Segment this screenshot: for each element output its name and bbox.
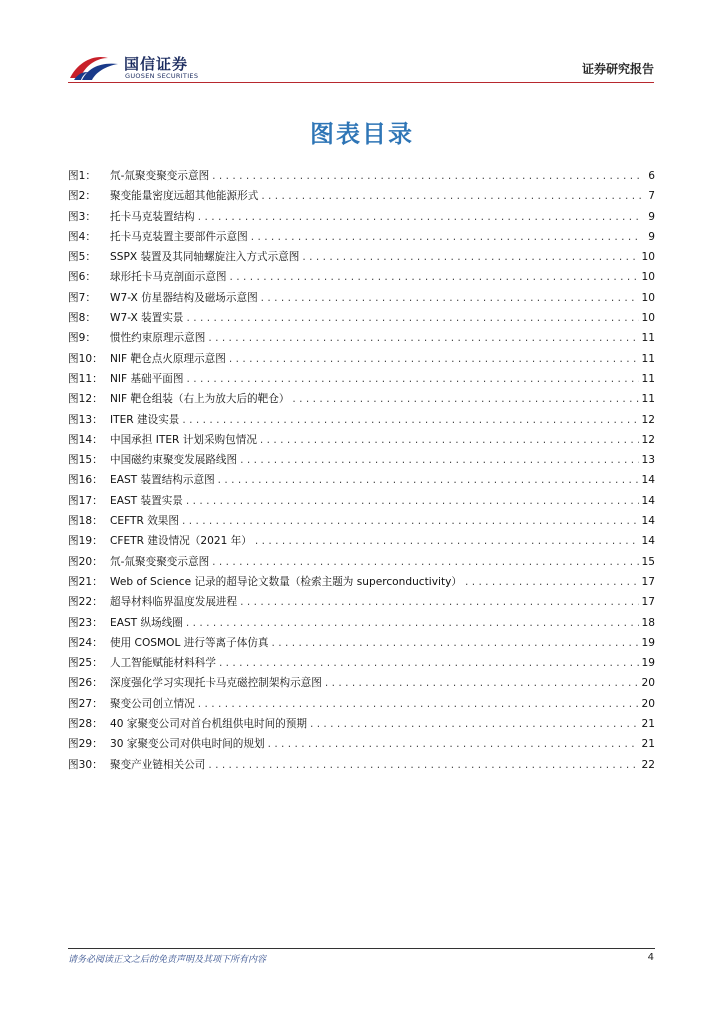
toc-entry-title: 使用 COSMOL 进行等离子体仿真 (110, 636, 269, 649)
toc-entry-label: 图8： (68, 312, 96, 325)
toc-dot-leader (302, 251, 638, 263)
toc-entry-label: 图15： (68, 454, 103, 467)
toc-entry-label: 图2： (68, 190, 96, 203)
toc-entry-page: 19 (641, 636, 655, 649)
toc-entry-page: 11 (641, 332, 655, 345)
toc-entry-page: 20 (641, 677, 655, 690)
toc-entry[interactable] (68, 290, 655, 310)
toc-entry[interactable] (68, 493, 655, 513)
toc-entry-page: 7 (648, 190, 655, 203)
toc-dot-leader (186, 495, 639, 507)
toc-dot-leader (268, 738, 639, 750)
toc-entry-label: 图24： (68, 636, 103, 649)
toc-dot-leader (186, 617, 639, 629)
toc-dot-leader (198, 698, 639, 710)
toc-dot-leader (182, 515, 639, 527)
toc-entry-page: 10 (641, 291, 655, 304)
toc-entry[interactable] (68, 472, 655, 492)
toc-dot-leader (212, 170, 642, 182)
toc-entry-label: 图12： (68, 393, 103, 406)
toc-entry-title: 球形托卡马克剖面示意图 (110, 271, 227, 284)
toc-entry[interactable] (68, 675, 655, 695)
toc-entry-label: 图23： (68, 616, 103, 629)
toc-entry-label: 图10： (68, 352, 103, 365)
toc-entry-page: 15 (641, 555, 655, 568)
toc-entry-label: 图21： (68, 575, 103, 588)
toc-dot-leader (272, 637, 639, 649)
toc-entry-label: 图4： (68, 230, 96, 243)
toc-dot-leader (229, 353, 639, 365)
toc-entry-title: CEFTR 效果图 (110, 515, 179, 528)
toc-entry-title: 人工智能赋能材料科学 (110, 657, 216, 670)
toc-entry-title: W7-X 仿星器结构及磁场示意图 (110, 291, 258, 304)
toc-entry-title: EAST 纵场线圈 (110, 616, 183, 629)
toc-entry-label: 图18： (68, 515, 103, 528)
toc-entry-page: 20 (641, 697, 655, 710)
toc-entry-label: 图7： (68, 291, 96, 304)
toc-dot-leader (182, 414, 638, 426)
toc-entry-page: 17 (641, 596, 655, 609)
toc-entry-label: 图28： (68, 718, 103, 731)
toc-entry[interactable] (68, 209, 655, 229)
toc-dot-leader (187, 312, 639, 324)
toc-dot-leader (218, 474, 639, 486)
toc-entry-page: 11 (641, 393, 655, 406)
toc-entry-page: 14 (641, 515, 655, 528)
toc-entry-title: 30 家聚变公司对供电时间的规划 (110, 738, 265, 751)
toc-entry[interactable] (68, 594, 655, 614)
toc-entry-title: CFETR 建设情况（2021 年） (110, 535, 252, 548)
toc-entry-label: 图14： (68, 433, 103, 446)
toc-dot-leader (261, 292, 639, 304)
brand-name-cn: 国信证券 (124, 55, 189, 73)
toc-entry[interactable] (68, 310, 655, 330)
toc-entry-title: 深度强化学习实现托卡马克磁控制架构示意图 (110, 677, 322, 690)
toc-dot-leader (465, 576, 639, 588)
toc-entry[interactable] (68, 412, 655, 432)
toc-entry[interactable] (68, 229, 655, 249)
toc-entry[interactable] (68, 655, 655, 675)
page-number: 4 (647, 952, 654, 963)
toc-entry[interactable] (68, 554, 655, 574)
toc-entry-label: 图17： (68, 494, 103, 507)
page-header (68, 52, 654, 84)
toc-entry-title: 超导材料临界温度发展进程 (110, 596, 238, 609)
toc-entry-label: 图30： (68, 758, 103, 771)
toc-entry-page: 14 (641, 535, 655, 548)
toc-entry[interactable] (68, 330, 655, 350)
toc-entry-label: 图11： (68, 372, 103, 385)
toc-entry-label: 图9： (68, 332, 96, 345)
toc-entry-page: 12 (641, 413, 655, 426)
toc-entry-title: EAST 装置结构示意图 (110, 474, 215, 487)
toc-entry-label: 图16： (68, 474, 103, 487)
toc-dot-leader (198, 211, 642, 223)
toc-entry-title: SSPX 装置及其同轴螺旋注入方式示意图 (110, 251, 300, 264)
toc-entry-page: 21 (641, 738, 655, 751)
toc-entry[interactable] (68, 757, 655, 777)
toc-entry[interactable] (68, 351, 655, 371)
toc-entry-page: 18 (641, 616, 655, 629)
toc-entry-title: 聚变能量密度远超其他能源形式 (110, 190, 259, 203)
toc-entry-label: 图25： (68, 657, 103, 670)
toc-entry-page: 10 (641, 312, 655, 325)
toc-entry-title: 氘-氚聚变聚变示意图 (110, 555, 210, 568)
toc-entry-title: 氘-氚聚变聚变示意图 (110, 170, 210, 182)
toc-dot-leader (212, 556, 638, 568)
toc-entry-title: W7-X 装置实景 (110, 312, 184, 325)
toc-entry[interactable] (68, 432, 655, 452)
toc-entry[interactable] (68, 615, 655, 635)
toc-entry-title: 聚变公司创立情况 (110, 697, 195, 710)
toc-entry-title: 聚变产业链相关公司 (110, 758, 206, 771)
toc-entry-page: 13 (641, 454, 655, 467)
toc-entry[interactable] (68, 269, 655, 289)
toc-entry-page: 14 (641, 494, 655, 507)
table-of-figures (68, 168, 655, 777)
brand-name-en: GUOSEN SECURITIES (125, 72, 199, 80)
toc-entry[interactable] (68, 188, 655, 208)
toc-dot-leader (251, 231, 642, 243)
toc-dot-leader (240, 596, 638, 608)
toc-entry[interactable] (68, 574, 655, 594)
toc-entry-title: 惯性约束原理示意图 (110, 332, 206, 345)
toc-entry[interactable] (68, 513, 655, 533)
toc-entry-page: 14 (641, 474, 655, 487)
toc-entry-label: 图13： (68, 413, 103, 426)
toc-entry-title: Web of Science 记录的超导论文数量（检索主题为 superconductivity） (110, 575, 462, 588)
page-title: 图表目录 (310, 120, 414, 148)
toc-entry-label: 图27： (68, 697, 103, 710)
toc-entry[interactable] (68, 249, 655, 269)
toc-dot-leader (255, 535, 639, 547)
header-divider (68, 82, 654, 83)
toc-entry[interactable] (68, 736, 655, 756)
toc-entry-title: ITER 建设实景 (110, 413, 180, 426)
toc-entry-label: 图6： (68, 271, 96, 284)
toc-entry-title: NIF 基础平面图 (110, 372, 184, 385)
toc-entry-page: 10 (641, 251, 655, 264)
toc-entry-title: 中国磁约束聚变发展路线图 (110, 454, 238, 467)
toc-entry-label: 图3： (68, 210, 96, 223)
footer-divider (68, 948, 655, 949)
toc-entry-page: 10 (641, 271, 655, 284)
toc-entry[interactable] (68, 371, 655, 391)
toc-entry-label: 图1： (68, 170, 96, 182)
toc-dot-leader (292, 393, 638, 405)
toc-entry-page: 21 (641, 718, 655, 731)
toc-entry-title: 托卡马克装置结构 (110, 210, 195, 223)
toc-entry[interactable] (68, 391, 655, 411)
footer-disclaimer: 请务必阅读正文之后的免责声明及其项下所有内容 (68, 955, 267, 965)
toc-entry-title: 托卡马克装置主要部件示意图 (110, 230, 248, 243)
toc-dot-leader (208, 332, 638, 344)
guosen-logo-icon (68, 52, 120, 82)
toc-entry-label: 图29： (68, 738, 103, 751)
toc-dot-leader (208, 759, 638, 771)
toc-entry-label: 图19： (68, 535, 103, 548)
toc-entry[interactable] (68, 452, 655, 472)
toc-entry-page: 9 (648, 210, 655, 223)
toc-entry-title: NIF 靶仓组装（右上为放大后的靶仓） (110, 393, 290, 406)
toc-dot-leader (240, 454, 638, 466)
toc-entry-page: 6 (648, 170, 655, 182)
toc-entry-label: 图20： (68, 555, 103, 568)
toc-entry-page: 9 (648, 230, 655, 243)
toc-entry[interactable] (68, 716, 655, 736)
toc-entry-title: NIF 靶仓点火原理示意图 (110, 352, 226, 365)
toc-entry-title: 中国承担 ITER 计划采购包情况 (110, 433, 257, 446)
toc-entry-page: 11 (641, 372, 655, 385)
toc-dot-leader (325, 677, 639, 689)
toc-entry-page: 19 (641, 657, 655, 670)
toc-dot-leader (260, 434, 639, 446)
report-type-label: 证券研究报告 (581, 62, 654, 76)
toc-entry-page: 12 (641, 433, 655, 446)
toc-entry-label: 图26： (68, 677, 103, 690)
toc-entry-page: 11 (641, 352, 655, 365)
toc-entry[interactable] (68, 635, 655, 655)
toc-entry[interactable] (68, 168, 655, 188)
toc-dot-leader (230, 271, 639, 283)
toc-dot-leader (186, 373, 638, 385)
toc-entry-title: EAST 装置实景 (110, 494, 183, 507)
toc-entry-label: 图22： (68, 596, 103, 609)
toc-dot-leader (219, 657, 639, 669)
toc-entry-title: 40 家聚变公司对首台机组供电时间的预期 (110, 718, 307, 731)
toc-entry-page: 17 (641, 575, 655, 588)
toc-entry[interactable] (68, 533, 655, 553)
toc-dot-leader (261, 190, 642, 202)
toc-dot-leader (310, 718, 639, 730)
toc-entry-label: 图5： (68, 251, 96, 264)
toc-entry-page: 22 (641, 758, 655, 771)
toc-entry[interactable] (68, 696, 655, 716)
